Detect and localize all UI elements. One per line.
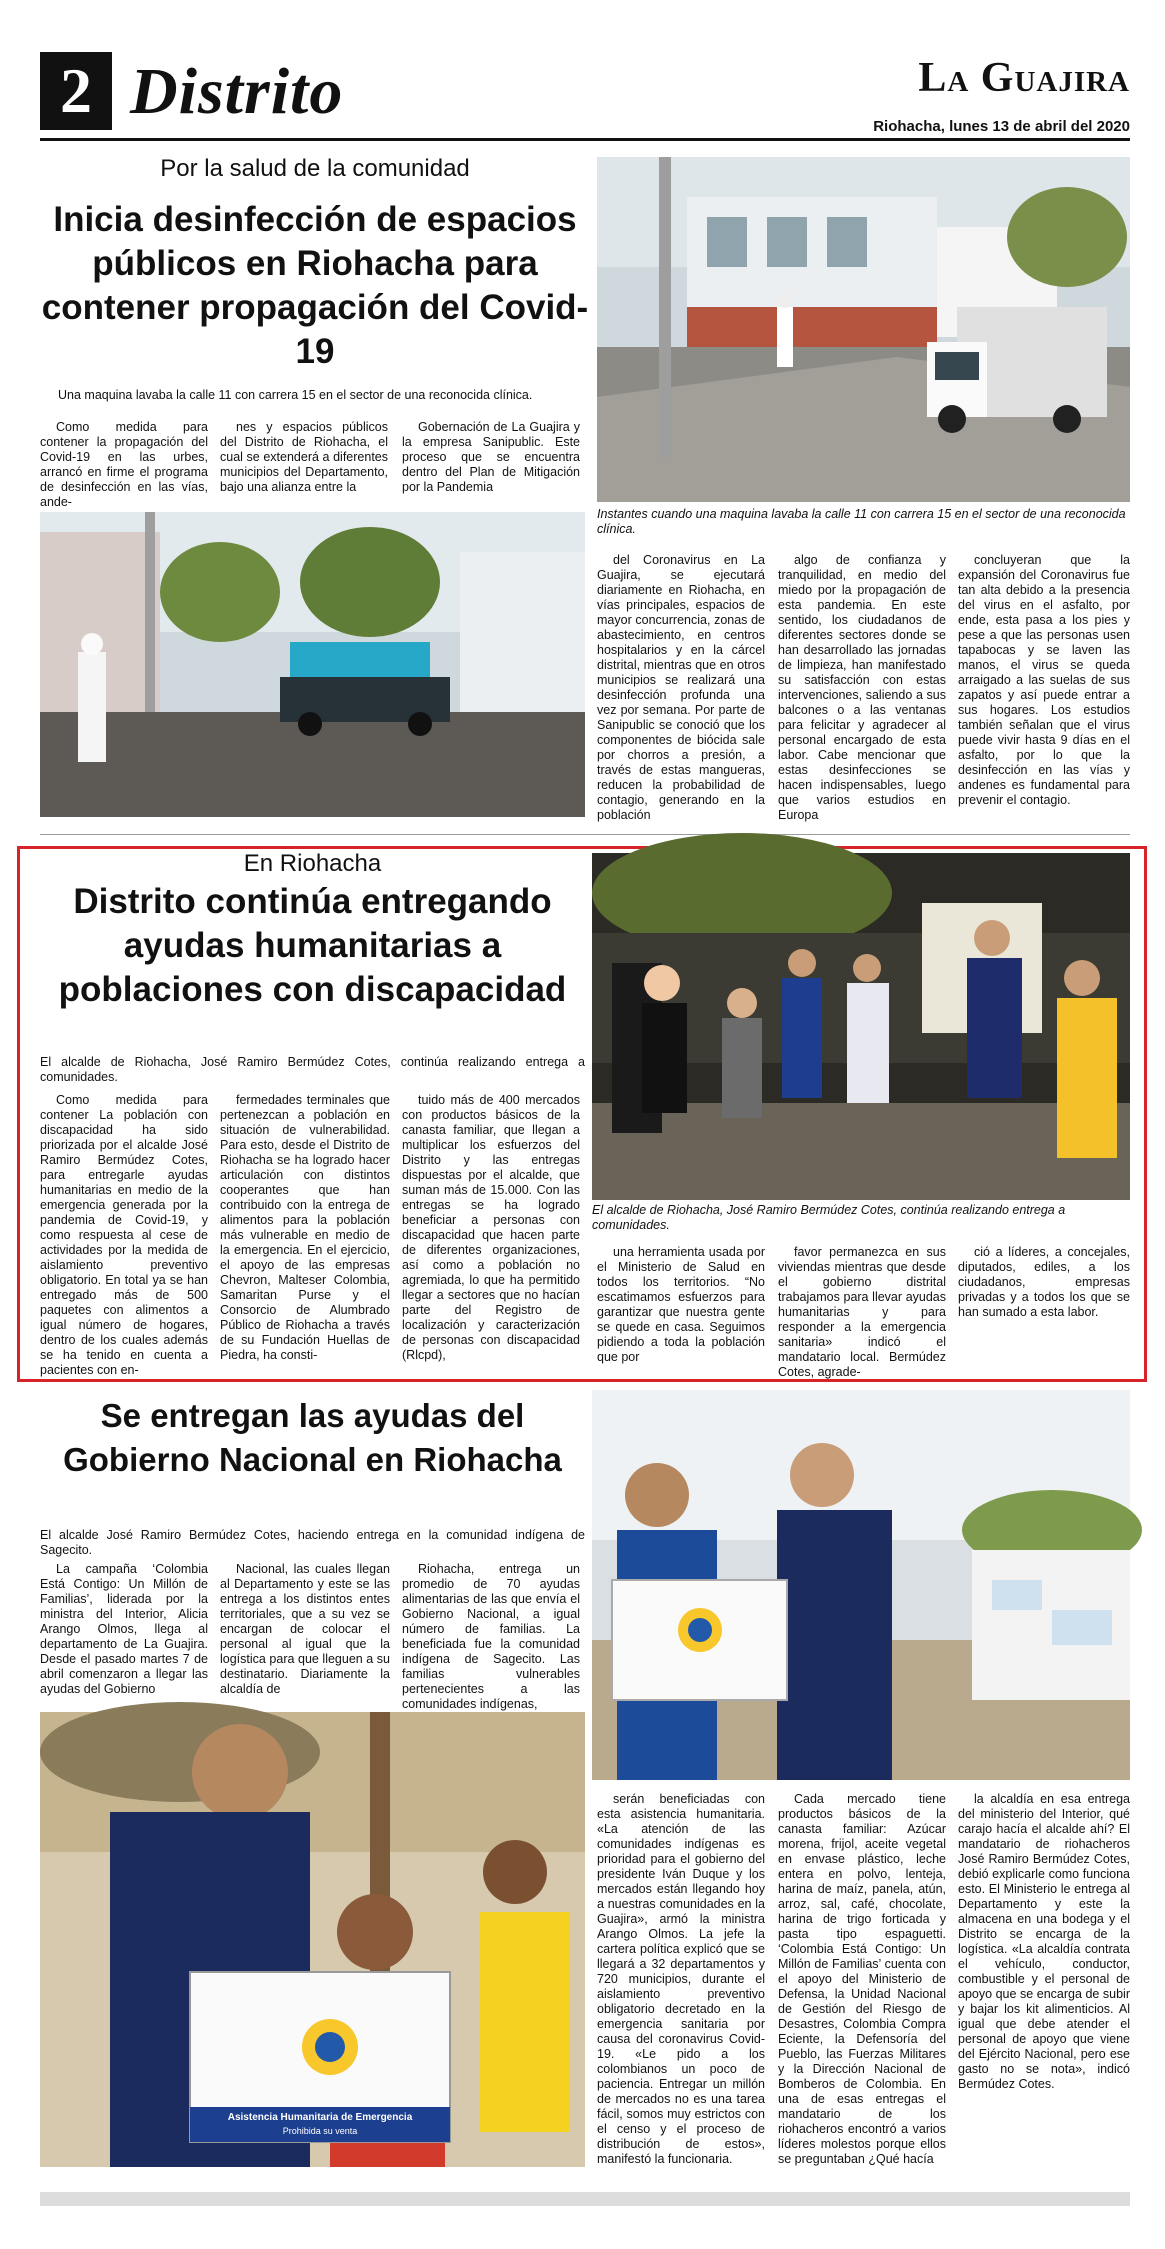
article3-col2: Nacional, las cuales llegan al Departamento y este se las entrega a los distintos entes territoriales, que a su vez se encargan de colocar el personal al igual que la logística para que lleguen a su destinatario. Diariamente la alcaldía de [220,1562,390,1696]
article1-col6: concluyeran que la expansión del Coronavirus fue tan alta debido a la presencia del virus en el asfalto, por ende, esta pasa a los pies y pese a que las personas usen tapabocas y se laven las manos, el virus se queda arraigado a las suelas de sus zapatos y así puede entrar a sus hogares. Los estudios también señalan que el virus puede vivir hasta 9 días en el asfalto, por lo que la desinfección en las vías y andenes es fundamental para prevenir el contagio. [958,553,1130,807]
article1-lead: Una maquina lavaba la calle 11 con carrera 15 en el sector de una reconocida clínica. [58,388,533,402]
article3-col3: Riohacha, entrega un promedio de 70 ayudas alimentarias de las que envía el Gobierno Nacional, a igual número de familias. La beneficiada fue la comunidad indígena de Sagecito. Las familias vulnerables pertenecientes a las comunidades indígenas, [402,1562,580,1711]
indigenous-woman-aid-photo [40,1712,585,2167]
article-separator [40,834,1130,835]
masthead [40,52,1130,140]
article1-col5: algo de confianza y tranquilidad, en medio del miedo por la propagación de esta pandemia. En este sentido, los ciudadanos de diferentes sectores donde se han desarrollado las jornadas de limpieza, han manifestado su satisfacción con estas intervenciones, saliendo a sus balcones o a las ventanas para felicitar y agradecer al personal encargado de esta labor. Cabe mencionar que estas desinfecciones se hacen indispensables, luego que varios estudios en Europa [778,553,946,822]
article2-col1: Como medida para contener La población con discapacidad ha sido priorizada por el alcalde José Ramiro Bermúdez Cotes, para entregarle ayudas humanitarias en medio de la emergencia generada por la pandemia de Covid-19, y como respuesta al cese de actividades por la medida de aislamiento preventivo obligatorio. En total ya se han entregado más de 500 paquetes con alimentos a igual número de hogares, dentro de los cuales además se ha tenido en cuenta a pacientes con en- [40,1093,208,1377]
article2-headline: Distrito continúa entregando ayudas humanitarias a poblaciones con discapacidad [58,882,567,1009]
article2-lead: El alcalde de Riohacha, José Ramiro Bermúdez Cotes, continúa realizando entrega a comunidades. [40,1055,585,1084]
article1-caption: Instantes cuando una maquina lavaba la calle 11 con carrera 15 en el sector de una reconocida clínica. [597,507,1126,536]
article2-col2: fermedades terminales que pertenezcan a población en situación de vulnerabilidad. Para esto, desde el Distrito de Riohacha se ha logrado hacer articulación con distintos cooperantes que han contribuido con la entrega de alimentos para la población más vulnerable en medio de la emergencia. En el ejercicio, el apoyo de las empresas Chevron, Malteser Colombia, Samaritan Purse y el Consorcio de Alumbrado Público de Riohacha a través de su Fundación Huellas de Piedra, ha consti- [220,1093,390,1362]
aid-box-label: Asistencia Humanitaria de Emergencia [227,2112,413,2123]
newspaper-name: La Guajira [918,55,1130,101]
article3-headline: Se entregan las ayudas del Gobierno Nacional en Riohacha [63,1397,562,1478]
article3-col5: Cada mercado tiene productos básicos de la canasta familiar: Azúcar morena, frijol, aceite vegetal en envase plástico, leche entera en polvo, lenteja, harina de maíz, panela, atún, arroz, sal, café, chocolate, harina de trigo forticada y pasta tipo espaguetti. ‘Colombia Está Contigo: Un Millón de Familias’ cuenta con el apoyo del Ministerio de Defensa, la Unidad Nacional de Gestión del Riesgo de Desastres, Colombia Compra Eciente, la Defensoría del Pueblo, las Fuerzas Militares y la Dirección Nacional de Bomberos de Colombia. En una de esas entregas el mandatario de los riohacheros encontró a varios líderes molestos porque ellos se preguntaban ¿Qué hacía [778,1792,946,2166]
disinfection-truck-photo [597,157,1130,502]
article3-lead: El alcalde José Ramiro Bermúdez Cotes, haciendo entrega en la comunidad indígena de Sagecito. [40,1528,585,1557]
aid-box-handover-photo [592,1390,1130,1780]
masthead-rule [40,138,1130,141]
article1-col2: nes y espacios públicos del Distrito de Riohacha, el cual se extenderá a diferentes municipios del Departamento, bajo una alianza entre la [220,420,388,494]
aid-delivery-night-photo [592,853,1130,1200]
article1-col1: Como medida para contener la propagación del Covid-19 en las urbes, arrancó en firme el programa de desinfección en las vías, ande- [40,420,208,509]
article1-col3: Gobernación de La Guajira y la empresa Sanipublic. Este proceso que se encuentra dentro del Plan de Mitigación por la Pandemia [402,420,580,494]
footer-bar [40,2192,1130,2206]
article3-col1: La campaña ‘Colombia Está Contigo: Un Millón de Familias’, liderada por la ministra del Interior, Alicia Arango Olmos, llega al departamento de La Guajira. Desde el pasado martes 7 de abril comenzaron a llegar las ayudas del Gobierno [40,1562,208,1696]
article3-col6: la alcaldía en esa entrega del ministerio del Interior, qué carajo hacía el alcalde ahí? El mandatario de riohacheros José Ramiro Bermúdez Cotes, debió explicarle como funciona esto. El Ministerio le entrega al Departamento y este la almacena en una bodega y el Distrito se encarga de la logística. «La alcaldía contrata el vehículo, conductor, combustible y el personal de apoyo que se encarga de subir y bajar los kit alimenticios. Al igual que debe atender el personal de apoyo que viene del Ejército Nacional, pero ese gasto no se nota», indicó Bermúdez Cotes. [958,1792,1130,2091]
disinfection-worker-photo [40,512,585,817]
page-number: 2 [40,52,112,130]
article2-col6: ció a líderes, a concejales, diputados, ediles, a los ciudadanos, empresas privadas y a todos los que se han sumado a esta labor. [958,1245,1130,1319]
article2-caption: El alcalde de Riohacha, José Ramiro Bermúdez Cotes, continúa realizando entrega a comunidades. [592,1203,1066,1232]
newspaper-logo [918,54,1130,102]
article2-kicker: En Riohacha [243,850,382,877]
article2-col3: tuido más de 400 mercados con productos básicos de la canasta familiar, que llegan a multiplicar los esfuerzos del Distrito y las entregas dispuestas por el alcalde, que suman más de 15.000. Con las entregas se ha logrado beneficiar a personas con discapacidad que hacen parte de diferentes organizaciones, así como a población no agremiada, lo que ha permitido llegar a sectores que no hacían parte del Registro de localización y caracterización de personas con discapacidad (Rlcpd), [402,1093,580,1362]
section-title: Distrito [130,55,344,128]
article2-col4: una herramienta usada por el Ministerio de Salud en todos los territorios. “No escatimamos esfuerzos para garantizar que nuestra gente se quede en casa. Seguimos pidiendo a toda la población que por [597,1245,765,1364]
article1-col4: del Coronavirus en La Guajira, se ejecutará diariamente en Riohacha, en vías principales, espacios de mayor concurrencia, zonas de abastecimiento, en centros hospitalarios y en la cárcel distrital, mientras que en otros municipios se realizará una desinfección profunda una vez por semana. Por parte de Sanipublic se conoció que los componentes de biócida sale por chorros a presión, a través de estas mangueras, reducen la probabilidad de contagio, generando en la población [597,553,765,822]
article3-col4: serán beneficiadas con esta asistencia humanitaria. «La atención de las comunidades indígenas es prioridad para el gobierno del presidente Iván Duque y los mercados están llegando hoy a nuestras comunidades en la Guajira», armó la ministra Arango Olmos. La jefe la cartera política explicó que se llegará a 32 departamentos y 720 municipios, durante el aislamiento preventivo obligatorio decretado en la emergencia sanitaria por causa del coronavirus Covid-19. «Le pido a los colombianos un poco de paciencia. Entregar un millón de mercados no es una tarea fácil, somos muy estrictos con el censo y el proceso de distribución de estos», manifestó la funcionaria. [597,1792,765,2166]
aid-box-label-2: Prohibida su venta [282,2126,358,2136]
dateline: Riohacha, lunes 13 de abril del 2020 [873,118,1130,135]
article1-headline: Inicia desinfección de espacios públicos en Riohacha para contener propagación del Covid-19 [41,200,589,371]
article2-col5: favor permanezca en sus viviendas mientras que desde el gobierno distrital trabajamos para llevar ayudas humanitarias y para responder a la emergencia sanitaria» indicó el mandatario local. Bermúdez Cotes, agrade- [778,1245,946,1379]
article1-kicker: Por la salud de la comunidad [160,155,470,182]
